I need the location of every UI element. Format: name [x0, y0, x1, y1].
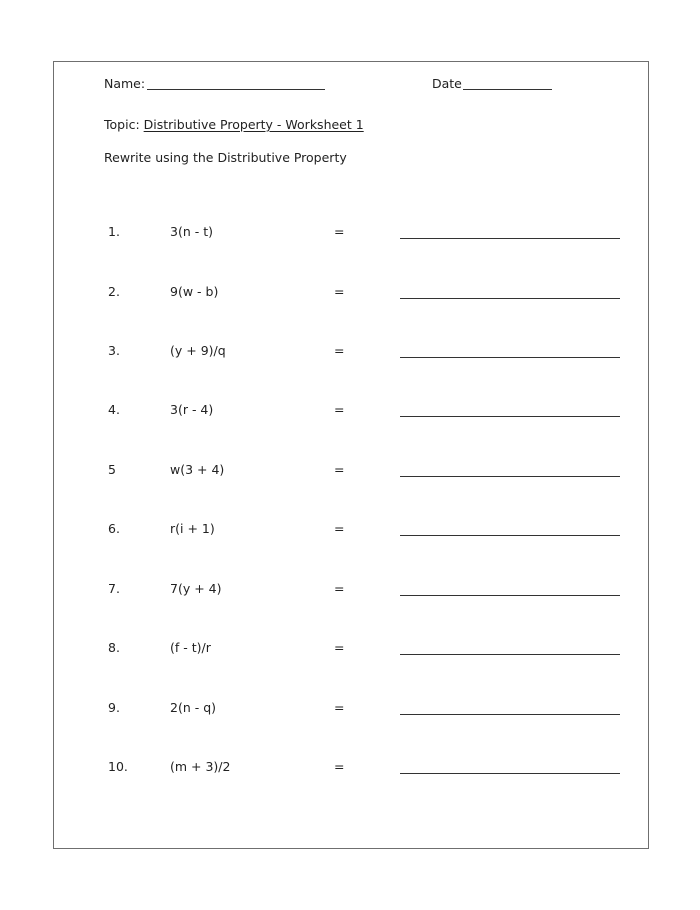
problem-number: 5	[108, 462, 116, 477]
problem-expression: 7(y + 4)	[170, 581, 222, 596]
problem-row	[54, 224, 648, 244]
problem-number: 10.	[108, 759, 128, 774]
answer-line[interactable]	[400, 654, 620, 655]
equals-sign: =	[334, 224, 345, 239]
equals-sign: =	[334, 343, 345, 358]
problem-number: 1.	[108, 224, 120, 239]
equals-sign: =	[334, 521, 345, 536]
topic-prefix: Topic:	[104, 117, 140, 132]
answer-line[interactable]	[400, 773, 620, 774]
topic-title: Distributive Property - Worksheet 1	[143, 117, 364, 132]
problem-expression: w(3 + 4)	[170, 462, 225, 477]
instructions: Rewrite using the Distributive Property	[104, 150, 347, 165]
date-label: Date	[432, 76, 462, 91]
problem-row	[54, 640, 648, 660]
problem-row	[54, 402, 648, 422]
worksheet-page	[53, 61, 649, 849]
problem-expression: (f - t)/r	[170, 640, 211, 655]
problem-row	[54, 521, 648, 541]
problem-expression: (y + 9)/q	[170, 343, 226, 358]
answer-line[interactable]	[400, 476, 620, 477]
problem-row	[54, 462, 648, 482]
answer-line[interactable]	[400, 298, 620, 299]
problem-number: 3.	[108, 343, 120, 358]
problem-expression: r(i + 1)	[170, 521, 215, 536]
equals-sign: =	[334, 759, 345, 774]
equals-sign: =	[334, 462, 345, 477]
answer-line[interactable]	[400, 238, 620, 239]
problem-number: 7.	[108, 581, 120, 596]
name-label: Name:	[104, 76, 146, 91]
problem-row	[54, 700, 648, 720]
answer-line[interactable]	[400, 714, 620, 715]
equals-sign: =	[334, 402, 345, 417]
problem-number: 8.	[108, 640, 120, 655]
equals-sign: =	[334, 284, 345, 299]
problem-expression: 3(r - 4)	[170, 402, 214, 417]
problem-number: 4.	[108, 402, 120, 417]
answer-line[interactable]	[400, 535, 620, 536]
problem-expression: 2(n - q)	[170, 700, 217, 715]
equals-sign: =	[334, 640, 345, 655]
problem-number: 6.	[108, 521, 120, 536]
problem-expression: (m + 3)/2	[170, 759, 231, 774]
answer-line[interactable]	[400, 357, 620, 358]
problem-number: 9.	[108, 700, 120, 715]
answer-line[interactable]	[400, 595, 620, 596]
equals-sign: =	[334, 700, 345, 715]
equals-sign: =	[334, 581, 345, 596]
answer-line[interactable]	[400, 416, 620, 417]
problem-expression: 3(n - t)	[170, 224, 213, 239]
problem-number: 2.	[108, 284, 120, 299]
problem-row	[54, 343, 648, 363]
problem-row	[54, 284, 648, 304]
problem-row	[54, 759, 648, 779]
problem-expression: 9(w - b)	[170, 284, 219, 299]
problem-list	[54, 62, 648, 848]
problem-row	[54, 581, 648, 601]
